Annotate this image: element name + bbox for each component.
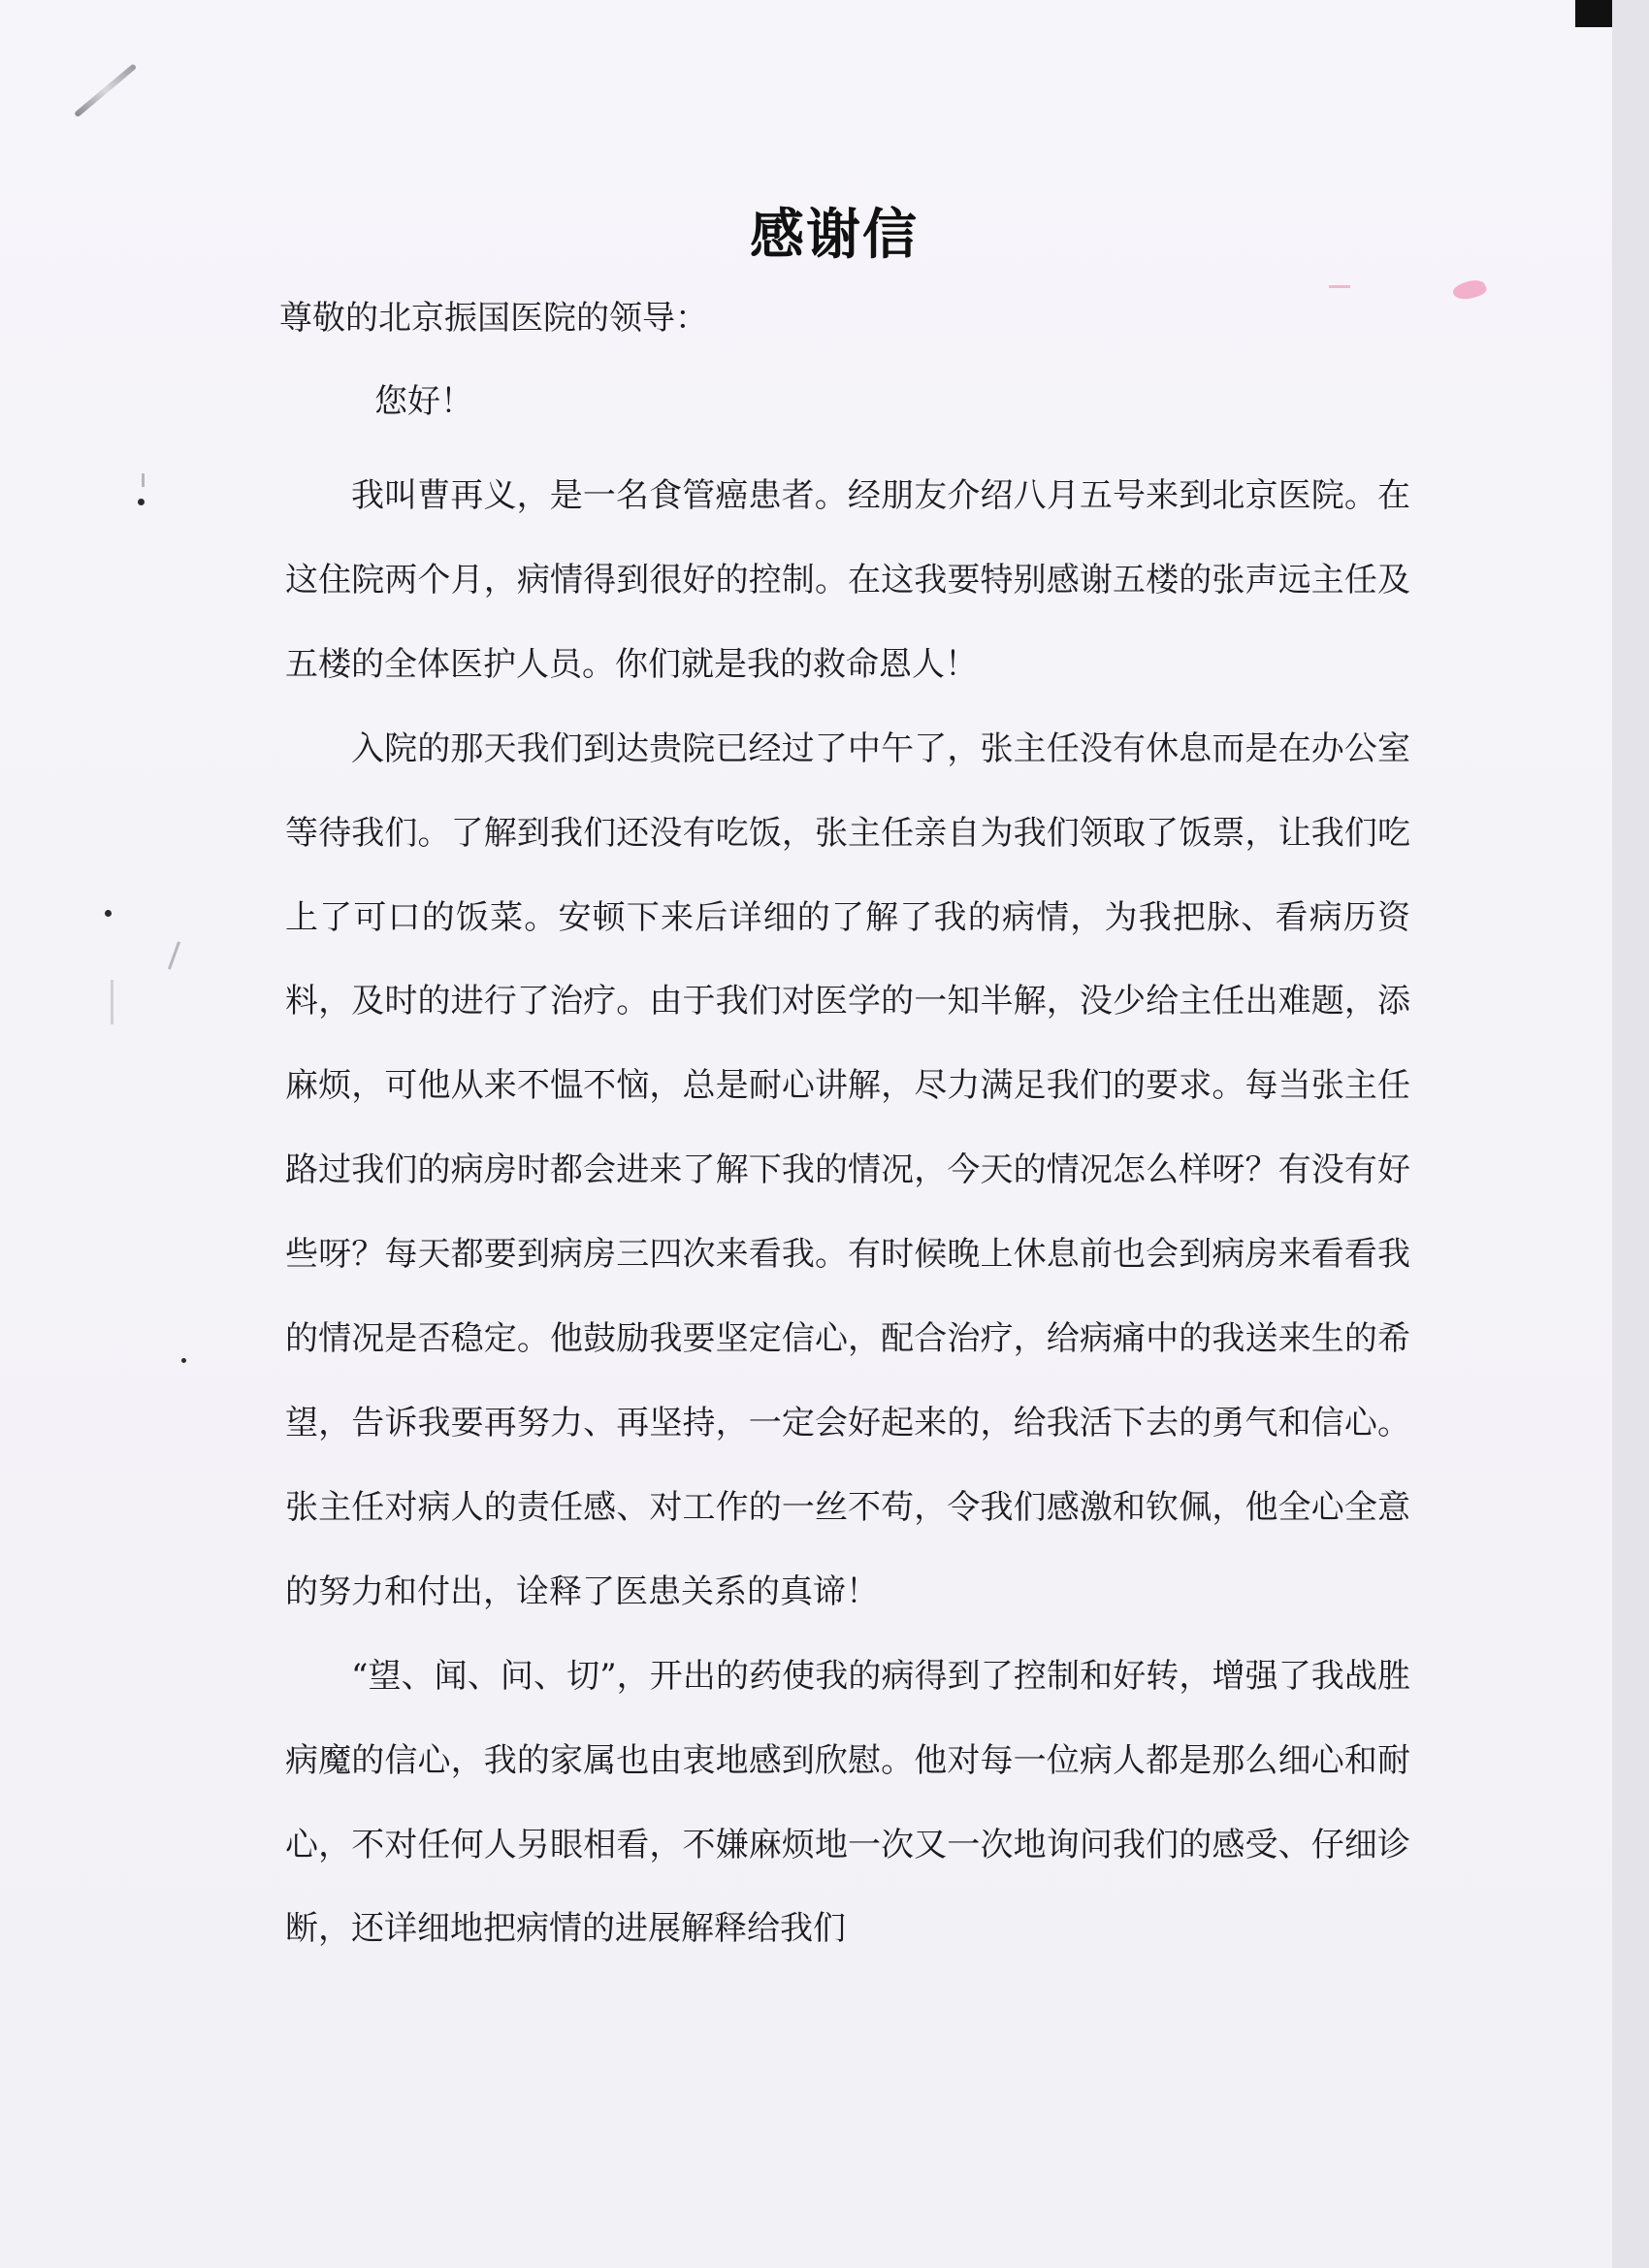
paper-scratch — [142, 473, 145, 487]
letter-body — [285, 454, 1410, 1971]
letter-paragraph-3: “望、闻、问、切”，开出的药使我的病得到了控制和好转，增强了我战胜病魔的信心，我的家属也由衷地感到欣慰。他对每一位病人都是那么细心和耐心，不对任何人另眼相看，不嫌麻烦地一次又一次地询问我们的感受、仔细诊断，还详细地把病情的进展解释给我们 — [285, 1656, 1410, 1949]
letter-greeting: 您好！ — [374, 382, 473, 421]
paper-scratch — [111, 980, 113, 1024]
paper-speck — [105, 910, 112, 917]
scan-corner-mark — [1575, 0, 1612, 27]
letter-paragraph-2: 入院的那天我们到达贵院已经过了中午了，张主任没有休息而是在办公室等待我们。了解到我们还没有吃饭，张主任亲自为我们领取了饭票，让我们吃上了可口的饭菜。安顿下来后详细的了解了我的病情，为我把脉、看病历资料，及时的进行了治疗。由于我们对医学的一知半解，没少给主任出难题，添麻烦，可他从来不愠不恼，总是耐心讲解，尽力满足我们的要求。每当张主任路过我们的病房时都会进来了解下我的情况，今天的情况怎么样呀？有没有好些呀？每天都要到病房三四次来看我。有时候晚上休息前也会到病房来看看我的情况是否稳定。他鼓励我要坚定信心，配合治疗，给病痛中的我送来生的希望，告诉我要再努力、再坚持，一定会好起来的，给我活下去的勇气和信心。张主任对病人的责任感、对工作的一丝不苟，令我们感激和钦佩，他全心全意的努力和付出，诠释了医患关系的真谛！ — [285, 729, 1410, 1611]
staple-mark — [74, 63, 137, 117]
ink-smudge — [1329, 285, 1350, 288]
letter-title: 感谢信 — [750, 204, 919, 267]
paper-speck — [181, 1358, 186, 1363]
ink-smudge — [1451, 276, 1488, 305]
letter-salutation: 尊敬的北京振国医院的领导： — [279, 299, 708, 338]
letter-paragraph-1: 我叫曹再义，是一名食管癌患者。经朋友介绍八月五号来到北京医院。在这住院两个月，病情得到很好的控制。在这我要特别感谢五楼的张声远主任及五楼的全体医护人员。你们就是我的救命恩人！ — [285, 476, 1410, 684]
paper-speck — [138, 499, 145, 505]
paper-scratch — [168, 941, 180, 969]
